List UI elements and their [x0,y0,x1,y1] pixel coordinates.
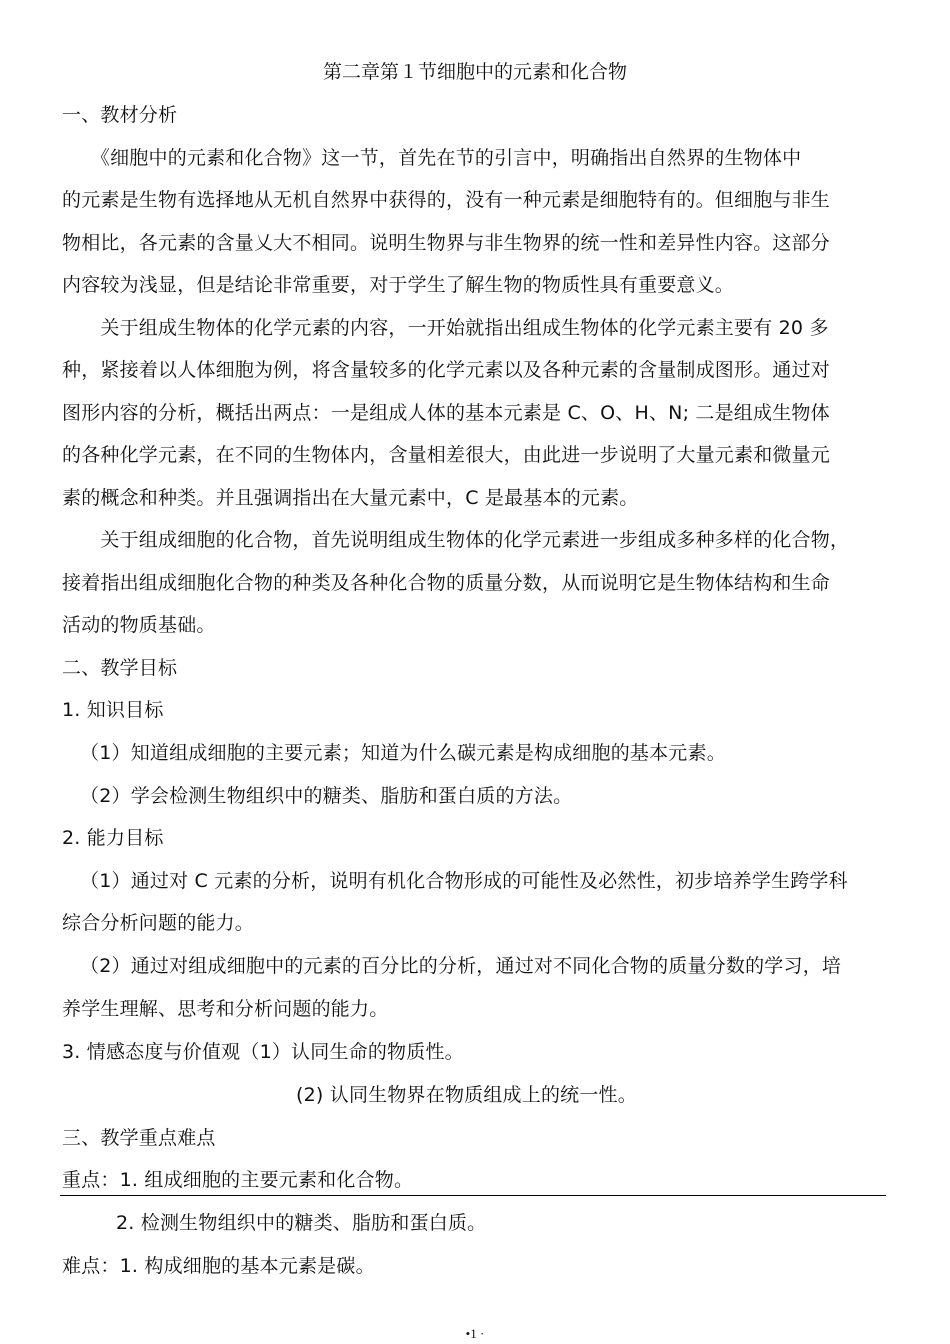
paragraph-line: 《细胞中的元素和化合物》这一节，首先在节的引言中，明确指出自然界的生物体中 [62,147,802,169]
paragraph-line: 图形内容的分析，概括出两点：一是组成人体的基本元素是 C、O、H、N; 二是组成生物体 [62,402,830,424]
list-item: （1）知道组成细胞的主要元素；知道为什么碳元素是构成细胞的基本元素。 [80,742,726,764]
horizontal-rule [60,1195,886,1196]
section-heading-analysis: 一、教材分析 [62,104,178,126]
key-point-item: 2. 检测生物组织中的糖类、脂肪和蛋白质。 [116,1212,487,1234]
page-number: •1 · [465,1326,485,1341]
paragraph-line: 物相比，各元素的含量乂大不相同。说明生物界与非生物界的统一性和差异性内容。这部分 [62,232,831,254]
difficulty-item: 难点：1. 构成细胞的基本元素是碳。 [62,1255,375,1277]
section-heading-key-points: 三、教学重点难点 [62,1127,216,1149]
paragraph-line: 接着指出组成细胞化合物的种类及各种化合物的质量分数，从而说明它是生物体结构和生命 [62,572,831,594]
key-point-item: 重点：1. 组成细胞的主要元素和化合物。 [62,1169,414,1191]
paragraph-line: 素的概念和种类。并且强调指出在大量元素中，C 是最基本的元素。 [62,487,639,509]
paragraph-line: 关于组成细胞的化合物，首先说明组成生物体的化学元素进一步组成多种多样的化合物， [62,529,850,551]
paragraph-line: 种，紧接着以人体细胞为例，将含量较多的化学元素以及各种元素的含量制成图形。通过对 [62,359,831,381]
section-heading-goals: 二、教学目标 [62,657,178,679]
paragraph-line: 活动的物质基础。 [62,614,216,636]
list-item: （2）学会检测生物组织中的糖类、脂肪和蛋白质的方法。 [80,785,573,807]
list-item: （2）通过对组成细胞中的元素的百分比的分析，通过对不同化合物的质量分数的学习，培 [80,955,842,977]
page-title: 第二章第１节细胞中的元素和化合物 [322,61,627,83]
list-item: (2) 认同生物界在物质组成上的统一性。 [296,1084,637,1106]
paragraph-line: 内容较为浅显，但是结论非常重要，对于学生了解生物的物质性具有重要意义。 [62,274,735,296]
subheading-ability: 2. 能力目标 [62,827,164,849]
list-item: （1）通过对 C 元素的分析，说明有机化合物形成的可能性及必然性，初步培养学生跨学科 [80,870,848,892]
paragraph-line: 综合分析问题的能力。 [62,912,255,934]
paragraph-line: 养学生理解、思考和分析问题的能力。 [62,998,389,1020]
paragraph-line: 的各种化学元素，在不同的生物体内，含量相差很大，由此进一步说明了大量元素和微量元 [62,444,831,466]
subheading-attitude: 3. 情感态度与价值观（1）认同生命的物质性。 [62,1041,464,1063]
paragraph-line: 的元素是生物有选择地从无机自然界中获得的，没有一种元素是细胞特有的。但细胞与非生 [62,189,831,211]
subheading-knowledge: 1. 知识目标 [62,699,164,721]
paragraph-line: 关于组成生物体的化学元素的内容，一开始就指出组成生物体的化学元素主要有 20 多 [62,317,829,339]
